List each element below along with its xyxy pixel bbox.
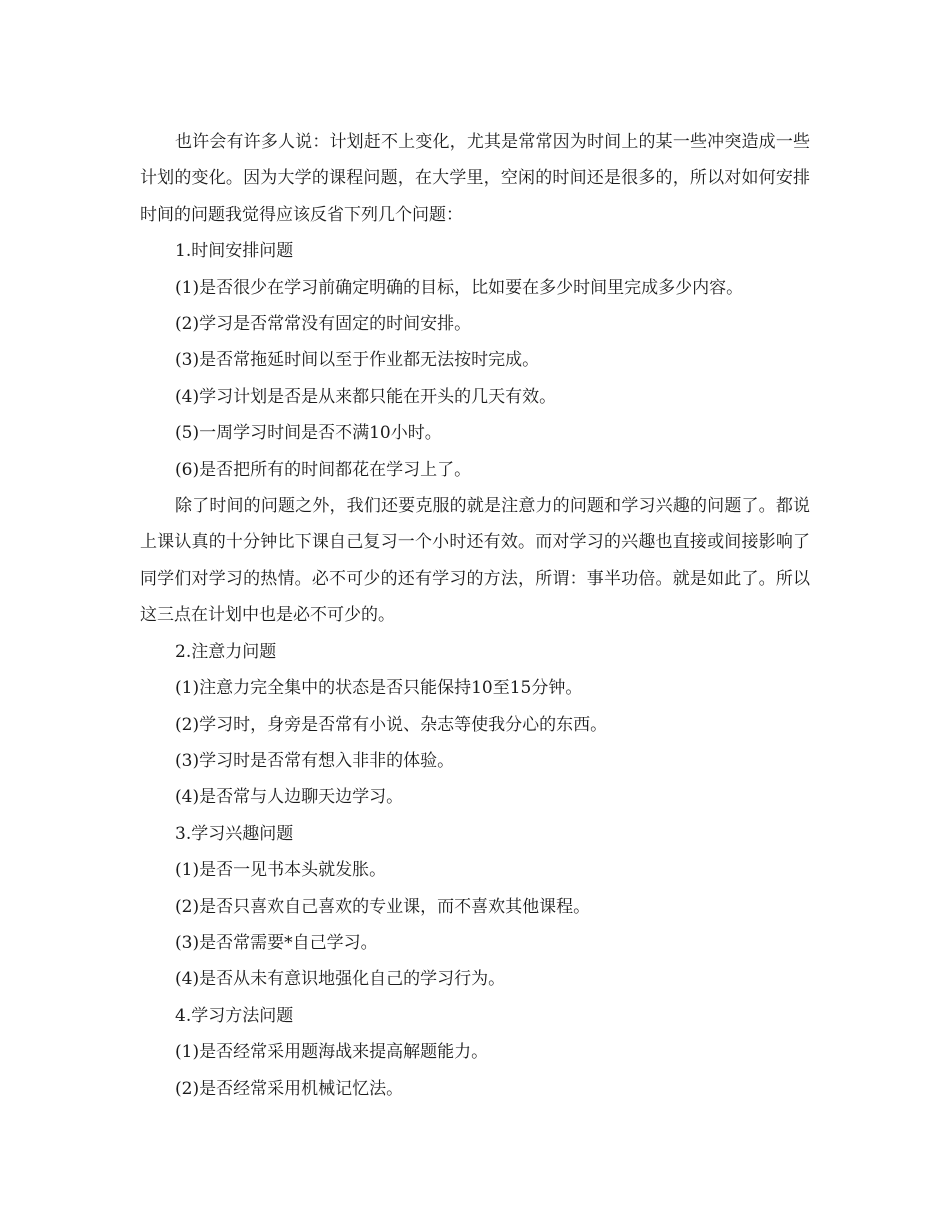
section-heading-interest: 3.学习兴趣问题	[175, 823, 294, 844]
document-body	[140, 124, 810, 1107]
paragraph-intro: 也许会有许多人说：计划赶不上变化，尤其是常常因为时间上的某一些冲突造成一些计划的变化。因为大学的课程问题，在大学里，空闲的时间还是很多的，所以对如何安排时间的问题我觉得应该反省下列几个问题：	[140, 132, 810, 225]
section-heading-time: 1.时间安排问题	[175, 241, 294, 262]
list-item: (2)是否只喜欢自己喜欢的专业课，而不喜欢其他课程。	[175, 896, 591, 917]
list-item: (2)学习是否常常没有固定的时间安排。	[175, 314, 472, 335]
list-item: (4)学习计划是否是从来都只能在开头的几天有效。	[175, 386, 557, 407]
list-item: (2)是否经常采用机械记忆法。	[175, 1078, 404, 1099]
section-heading-attention: 2.注意力问题	[175, 641, 277, 662]
list-item: (1)是否经常采用题海战来提高解题能力。	[175, 1042, 489, 1063]
list-item: (3)是否常需要*自己学习。	[175, 932, 378, 953]
paragraph-transition: 除了时间的问题之外，我们还要克服的就是注意力的问题和学习兴趣的问题了。都说上课认真的十分钟比下课自己复习一个小时还有效。而对学习的兴趣也直接或间接影响了同学们对学习的热情。必不可少的还有学习的方法，所谓：事半功倍。就是如此了。所以这三点在计划中也是必不可少的。	[140, 496, 810, 626]
list-item: (4)是否常与人边聊天边学习。	[175, 787, 404, 808]
list-item: (1)注意力完全集中的状态是否只能保持10至15分钟。	[175, 678, 583, 699]
list-item: (1)是否很少在学习前确定明确的目标，比如要在多少时间里完成多少内容。	[175, 277, 744, 298]
list-item: (3)是否常拖延时间以至于作业都无法按时完成。	[175, 350, 540, 371]
list-item: (2)学习时，身旁是否常有小说、杂志等使我分心的东西。	[175, 714, 608, 735]
list-item: (4)是否从未有意识地强化自己的学习行为。	[175, 969, 506, 990]
list-item: (1)是否一见书本头就发胀。	[175, 860, 387, 881]
section-heading-method: 4.学习方法问题	[175, 1005, 294, 1026]
list-item: (6)是否把所有的时间都花在学习上了。	[175, 459, 472, 480]
list-item: (3)学习时是否常有想入非非的体验。	[175, 750, 455, 771]
list-item: (5)一周学习时间是否不满10小时。	[175, 423, 442, 444]
